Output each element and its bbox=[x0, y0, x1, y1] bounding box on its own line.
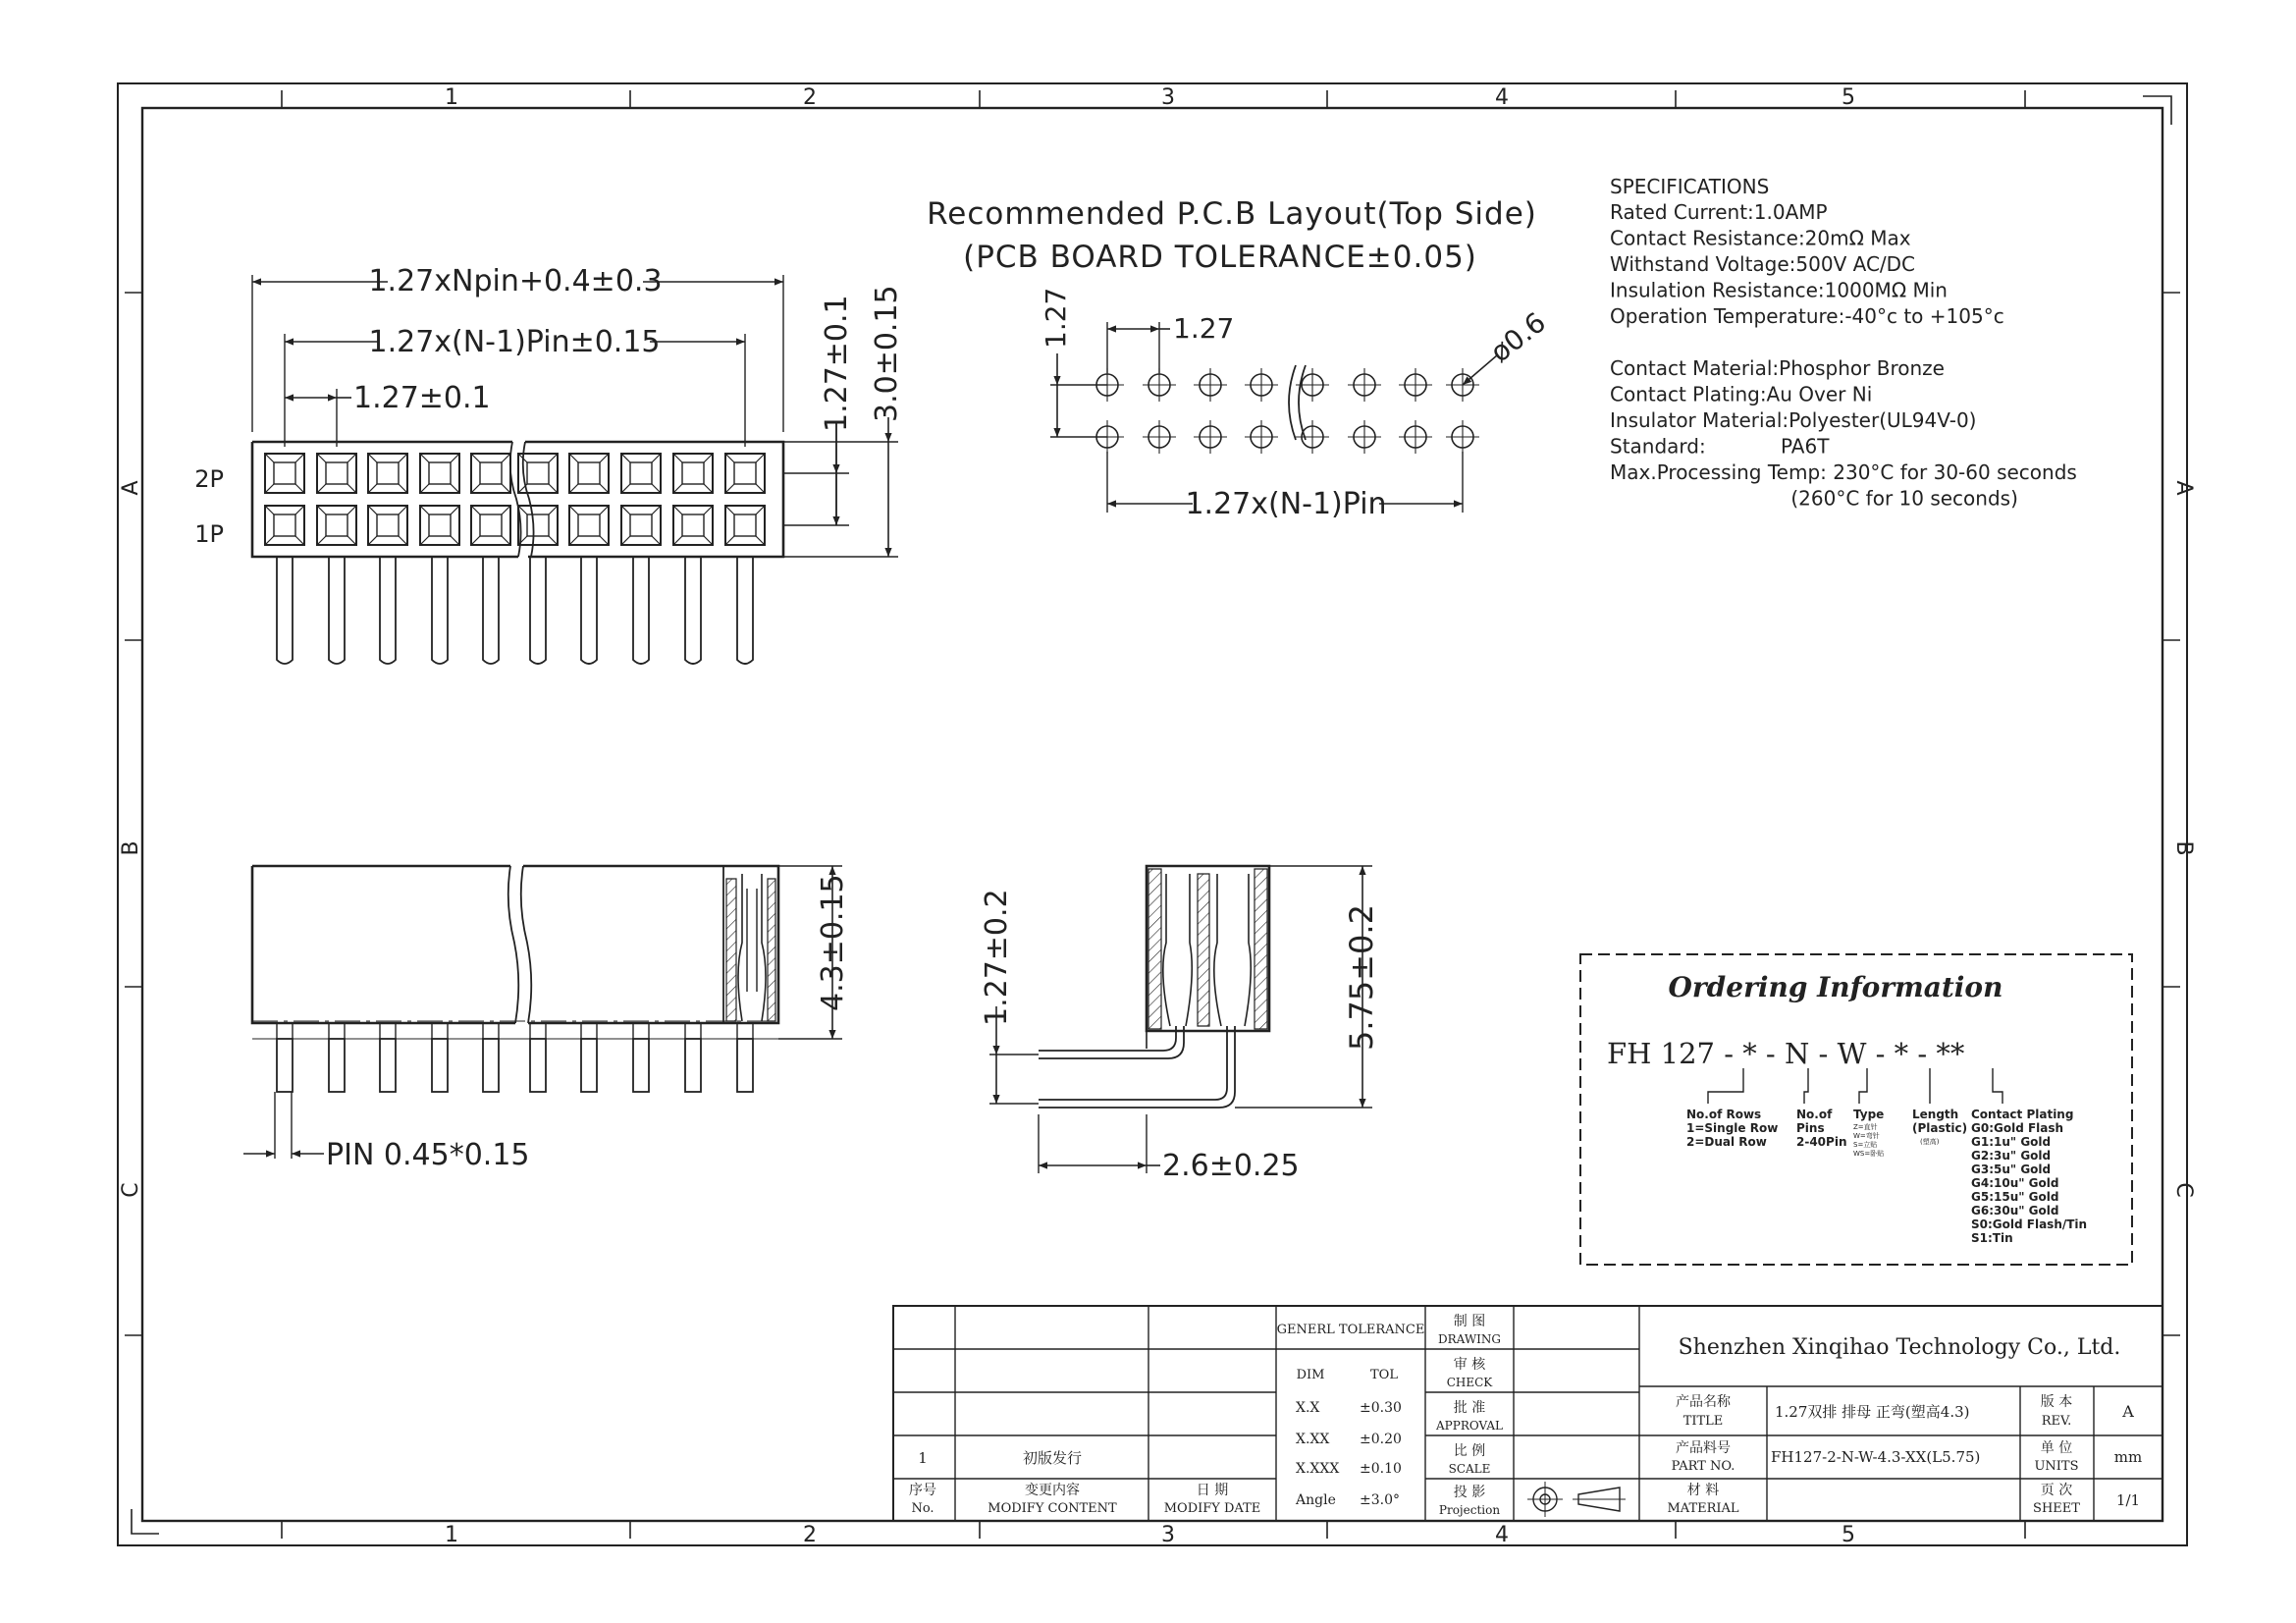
pcb-hole bbox=[1194, 420, 1227, 454]
pin bbox=[737, 557, 753, 664]
tolerance-dim: X.X bbox=[1296, 1400, 1320, 1416]
pin bbox=[432, 557, 448, 664]
pcb-hole bbox=[1348, 368, 1381, 402]
contact-cell bbox=[265, 454, 304, 493]
pin bbox=[685, 1039, 701, 1092]
dim-pin-size: PIN 0.45*0.15 bbox=[326, 1138, 530, 1172]
ordering-rows-title: No.of Rows bbox=[1686, 1108, 1762, 1121]
spec-lines bbox=[1610, 200, 2077, 511]
scale-en: SCALE bbox=[1448, 1462, 1491, 1476]
ordering-pins-line: Pins bbox=[1796, 1121, 1825, 1135]
spec-line: Withstand Voltage:500V AC/DC bbox=[1610, 252, 1916, 276]
title-block bbox=[893, 1306, 2163, 1521]
contact-cell bbox=[368, 454, 407, 493]
dim-pin-offset: 1.27±0.2 bbox=[980, 889, 1014, 1026]
title-cn: 产品名称 bbox=[1676, 1394, 1731, 1410]
dim-pin-span: 1.27x(N-1)Pin±0.15 bbox=[368, 325, 661, 359]
pcb-hole bbox=[1399, 420, 1432, 454]
ordering-plating-line: S0:Gold Flash/Tin bbox=[1971, 1217, 2088, 1231]
rev-en: REV. bbox=[2041, 1414, 2072, 1429]
contact-cell bbox=[317, 506, 356, 545]
spec-line: Contact Resistance:20mΩ Max bbox=[1610, 226, 1911, 250]
contact-cell bbox=[518, 506, 558, 545]
pin bbox=[432, 1039, 448, 1092]
contact-cell bbox=[725, 454, 765, 493]
top-view bbox=[194, 264, 904, 664]
row-label-2p: 2P bbox=[194, 465, 224, 493]
drawing-en: DRAWING bbox=[1438, 1332, 1501, 1346]
header-no-cn: 序号 bbox=[909, 1483, 936, 1498]
dim-side-height: 5.75±0.2 bbox=[1343, 904, 1380, 1051]
grid-row-label: C bbox=[2171, 1182, 2196, 1198]
grid-col-label: 3 bbox=[1161, 1523, 1175, 1547]
ordering-length-line: (Plastic) bbox=[1912, 1121, 1968, 1135]
part-en: PART NO. bbox=[1671, 1459, 1735, 1474]
company-name: Shenzhen Xinqihao Technology Co., Ltd. bbox=[1678, 1335, 2121, 1360]
ordering-length-line: (塑高) bbox=[1920, 1138, 1940, 1146]
grid-col-label: 1 bbox=[445, 85, 458, 110]
pcb-layout-tolerance: (PCB BOARD TOLERANCE±0.05) bbox=[963, 240, 1477, 275]
revision-content: 初版发行 bbox=[1022, 1449, 1083, 1467]
revision-number: 1 bbox=[918, 1449, 928, 1467]
grid-col-label: 4 bbox=[1495, 85, 1509, 110]
pin bbox=[685, 557, 701, 664]
units-en: UNITS bbox=[2034, 1459, 2079, 1474]
grid-row-label: C bbox=[119, 1182, 143, 1198]
ordering-rows-line: 1=Single Row bbox=[1686, 1121, 1779, 1135]
pin bbox=[483, 557, 499, 664]
grid-col-label: 5 bbox=[1842, 85, 1855, 110]
pin bbox=[737, 1039, 753, 1092]
pcb-hole bbox=[1245, 420, 1278, 454]
ordering-pins-title: No.of bbox=[1796, 1108, 1833, 1121]
contact-cell bbox=[621, 454, 661, 493]
ordering-type-title: Type bbox=[1853, 1108, 1885, 1121]
grid-row-label: A bbox=[119, 480, 143, 496]
header-no-en: No. bbox=[911, 1501, 934, 1516]
spec-line: Rated Current:1.0AMP bbox=[1610, 200, 1828, 224]
approval-en: APPROVAL bbox=[1436, 1419, 1503, 1433]
spec-heading: SPECIFICATIONS bbox=[1610, 175, 1770, 198]
front-view-pins bbox=[252, 1023, 778, 1092]
spec-line: Insulator Material:Polyester(UL94V-0) bbox=[1610, 408, 1977, 432]
ordering-plating-line: G3:5u" Gold bbox=[1971, 1163, 2052, 1176]
pcb-dim-col: 1.27 bbox=[1173, 312, 1235, 345]
pin bbox=[633, 557, 649, 664]
pin bbox=[581, 1039, 597, 1092]
projection-symbol-icon bbox=[1527, 1482, 1626, 1517]
contact-cell bbox=[569, 454, 609, 493]
pcb-holes bbox=[1091, 368, 1479, 454]
grid-col-label: 3 bbox=[1161, 85, 1175, 110]
pcb-layout-title: Recommended P.C.B Layout(Top Side) bbox=[927, 196, 1537, 232]
header-modify-content-en: MODIFY CONTENT bbox=[988, 1501, 1117, 1516]
title-en: TITLE bbox=[1682, 1414, 1724, 1429]
approval-cn: 批 准 bbox=[1453, 1400, 1486, 1416]
pin bbox=[530, 557, 546, 664]
contact-cell bbox=[265, 506, 304, 545]
spec-line: Max.Processing Temp: 230°C for 30-60 seconds bbox=[1610, 460, 2077, 484]
ordering-type-line: S=立贴 bbox=[1853, 1141, 1878, 1149]
grid-row-label: B bbox=[2171, 840, 2196, 856]
header-modify-date-cn: 日 期 bbox=[1196, 1483, 1229, 1498]
contact-cell bbox=[471, 454, 510, 493]
ordering-length-title: Length bbox=[1912, 1108, 1959, 1121]
contact-cell bbox=[317, 454, 356, 493]
grid-col-label: 4 bbox=[1495, 1523, 1509, 1547]
contact-cell bbox=[420, 506, 459, 545]
spec-line: Contact Plating:Au Over Ni bbox=[1610, 382, 1873, 406]
ordering-heading: Ordering Information bbox=[1668, 971, 2003, 1003]
tolerance-value: ±0.10 bbox=[1360, 1461, 1402, 1477]
spec-line: Insulation Resistance:1000MΩ Min bbox=[1610, 278, 1948, 302]
pcb-dim-span: 1.27x(N-1)Pin bbox=[1185, 487, 1387, 521]
material-en: MATERIAL bbox=[1667, 1501, 1739, 1516]
pcb-hole bbox=[1143, 420, 1176, 454]
header-modify-date-en: MODIFY DATE bbox=[1163, 1501, 1261, 1516]
pcb-hole bbox=[1399, 368, 1432, 402]
row-label-1p: 1P bbox=[194, 520, 224, 548]
tolerance-value: ±0.30 bbox=[1360, 1400, 1402, 1416]
dim-overall-width: 1.27xNpin+0.4±0.3 bbox=[368, 264, 663, 298]
check-en: CHECK bbox=[1446, 1376, 1493, 1389]
grid-col-label: 5 bbox=[1842, 1523, 1855, 1547]
dim-pitch: 1.27±0.1 bbox=[353, 381, 491, 415]
pin bbox=[380, 1039, 396, 1092]
drawing-cn: 制 图 bbox=[1453, 1314, 1486, 1329]
ordering-pins-line: 2-40Pin bbox=[1796, 1135, 1847, 1149]
sheet-cn: 页 次 bbox=[2040, 1483, 2073, 1498]
pcb-hole bbox=[1446, 420, 1479, 454]
drawing-frame bbox=[118, 83, 2196, 1547]
ordering-plating-line: G5:15u" Gold bbox=[1971, 1190, 2059, 1204]
dim-body-height: 3.0±0.15 bbox=[870, 285, 904, 422]
pcb-layout bbox=[927, 196, 1552, 521]
ordering-plating-line: S1:Tin bbox=[1971, 1231, 2013, 1245]
dim-front-height: 4.3±0.15 bbox=[816, 874, 850, 1011]
pin bbox=[581, 557, 597, 664]
grid-col-label: 1 bbox=[445, 1523, 458, 1547]
contact-cell bbox=[673, 454, 713, 493]
contact-cell bbox=[569, 506, 609, 545]
top-view-pins bbox=[277, 557, 753, 664]
scale-cn: 比 例 bbox=[1453, 1443, 1486, 1459]
material-cn: 材 料 bbox=[1686, 1483, 1720, 1498]
contact-cell bbox=[725, 506, 765, 545]
ordering-plating-line: G2:3u" Gold bbox=[1971, 1149, 2052, 1163]
ordering-rows-line: 2=Dual Row bbox=[1686, 1135, 1767, 1149]
pcb-hole bbox=[1194, 368, 1227, 402]
spec-line: Operation Temperature:-40°c to +105°c bbox=[1610, 304, 2004, 328]
ordering-code: FH 127 - * - N - W - * - ** bbox=[1607, 1037, 1965, 1070]
part-value: FH127-2-N-W-4.3-XX(L5.75) bbox=[1771, 1448, 1981, 1466]
grid-row-label: A bbox=[2171, 480, 2196, 496]
pin bbox=[483, 1039, 499, 1092]
general-tolerance: GENERL TOLERANCE bbox=[1276, 1323, 1425, 1337]
check-cn: 审 核 bbox=[1453, 1357, 1486, 1373]
ordering-plating-title: Contact Plating bbox=[1971, 1108, 2074, 1121]
contact-cell bbox=[471, 506, 510, 545]
tolerance-dim-header: DIM bbox=[1296, 1368, 1325, 1382]
pin bbox=[329, 557, 345, 664]
rev-cn: 版 本 bbox=[2040, 1394, 2073, 1410]
projection-en: Projection bbox=[1438, 1503, 1501, 1517]
ordering-plating-line: G4:10u" Gold bbox=[1971, 1176, 2059, 1190]
ordering-information bbox=[1580, 954, 2132, 1265]
pcb-hole bbox=[1245, 368, 1278, 402]
units-cn: 单 位 bbox=[2040, 1440, 2073, 1456]
contact-cell bbox=[420, 454, 459, 493]
spec-line: Standard: PA6T bbox=[1610, 434, 1830, 459]
part-cn: 产品料号 bbox=[1676, 1440, 1731, 1456]
header-modify-content-cn: 变更内容 bbox=[1025, 1483, 1080, 1498]
contact-cell bbox=[621, 506, 661, 545]
tolerance-value: ±3.0° bbox=[1360, 1492, 1400, 1508]
side-view bbox=[980, 866, 1380, 1183]
units-value: mm bbox=[2113, 1448, 2143, 1466]
ordering-type-line: W=弯针 bbox=[1853, 1132, 1880, 1140]
grid-row-label: B bbox=[119, 840, 143, 856]
grid-col-label: 2 bbox=[803, 85, 817, 110]
pcb-hole bbox=[1348, 420, 1381, 454]
specifications bbox=[1610, 175, 2077, 511]
pin bbox=[633, 1039, 649, 1092]
ordering-plating-line: G6:30u" Gold bbox=[1971, 1204, 2059, 1217]
ordering-type-line: WS=卧贴 bbox=[1853, 1150, 1885, 1158]
tolerance-dim: X.XX bbox=[1296, 1432, 1330, 1447]
pin bbox=[530, 1039, 546, 1092]
tolerance-tol-header: TOL bbox=[1370, 1368, 1398, 1382]
rev-value: A bbox=[2122, 1402, 2134, 1421]
grid-col-label: 2 bbox=[803, 1523, 817, 1547]
top-view-contacts bbox=[265, 454, 765, 545]
pcb-dim-hole: ø0.6 bbox=[1483, 305, 1552, 369]
dim-row-pitch: 1.27±0.1 bbox=[820, 295, 854, 432]
dim-tail-length: 2.6±0.25 bbox=[1162, 1149, 1300, 1183]
projection-cn: 投 影 bbox=[1453, 1485, 1486, 1500]
contact-cell bbox=[368, 506, 407, 545]
title-value: 1.27双排 排母 正弯(塑高4.3) bbox=[1775, 1403, 1970, 1421]
contact-cell bbox=[673, 506, 713, 545]
pin bbox=[329, 1039, 345, 1092]
pcb-dim-row: 1.27 bbox=[1040, 287, 1072, 349]
ordering-plating-line: G1:1u" Gold bbox=[1971, 1135, 2052, 1149]
ordering-plating-line: G0:Gold Flash bbox=[1971, 1121, 2064, 1135]
tolerance-dim: Angle bbox=[1296, 1492, 1336, 1508]
ordering-plating-lines bbox=[1971, 1121, 2087, 1245]
sheet-en: SHEET bbox=[2033, 1501, 2080, 1516]
front-view bbox=[243, 866, 850, 1172]
ordering-type-line: Z=直针 bbox=[1853, 1123, 1878, 1131]
pin bbox=[277, 1039, 293, 1092]
pin bbox=[380, 557, 396, 664]
spec-line: Contact Material:Phosphor Bronze bbox=[1610, 356, 1945, 380]
tolerance-value: ±0.20 bbox=[1360, 1432, 1402, 1447]
sheet-value: 1/1 bbox=[2115, 1491, 2141, 1509]
tolerance-dim: X.XXX bbox=[1296, 1461, 1340, 1477]
spec-line: (260°C for 10 seconds) bbox=[1610, 486, 2018, 511]
pin bbox=[277, 557, 293, 664]
pcb-hole bbox=[1143, 368, 1176, 402]
